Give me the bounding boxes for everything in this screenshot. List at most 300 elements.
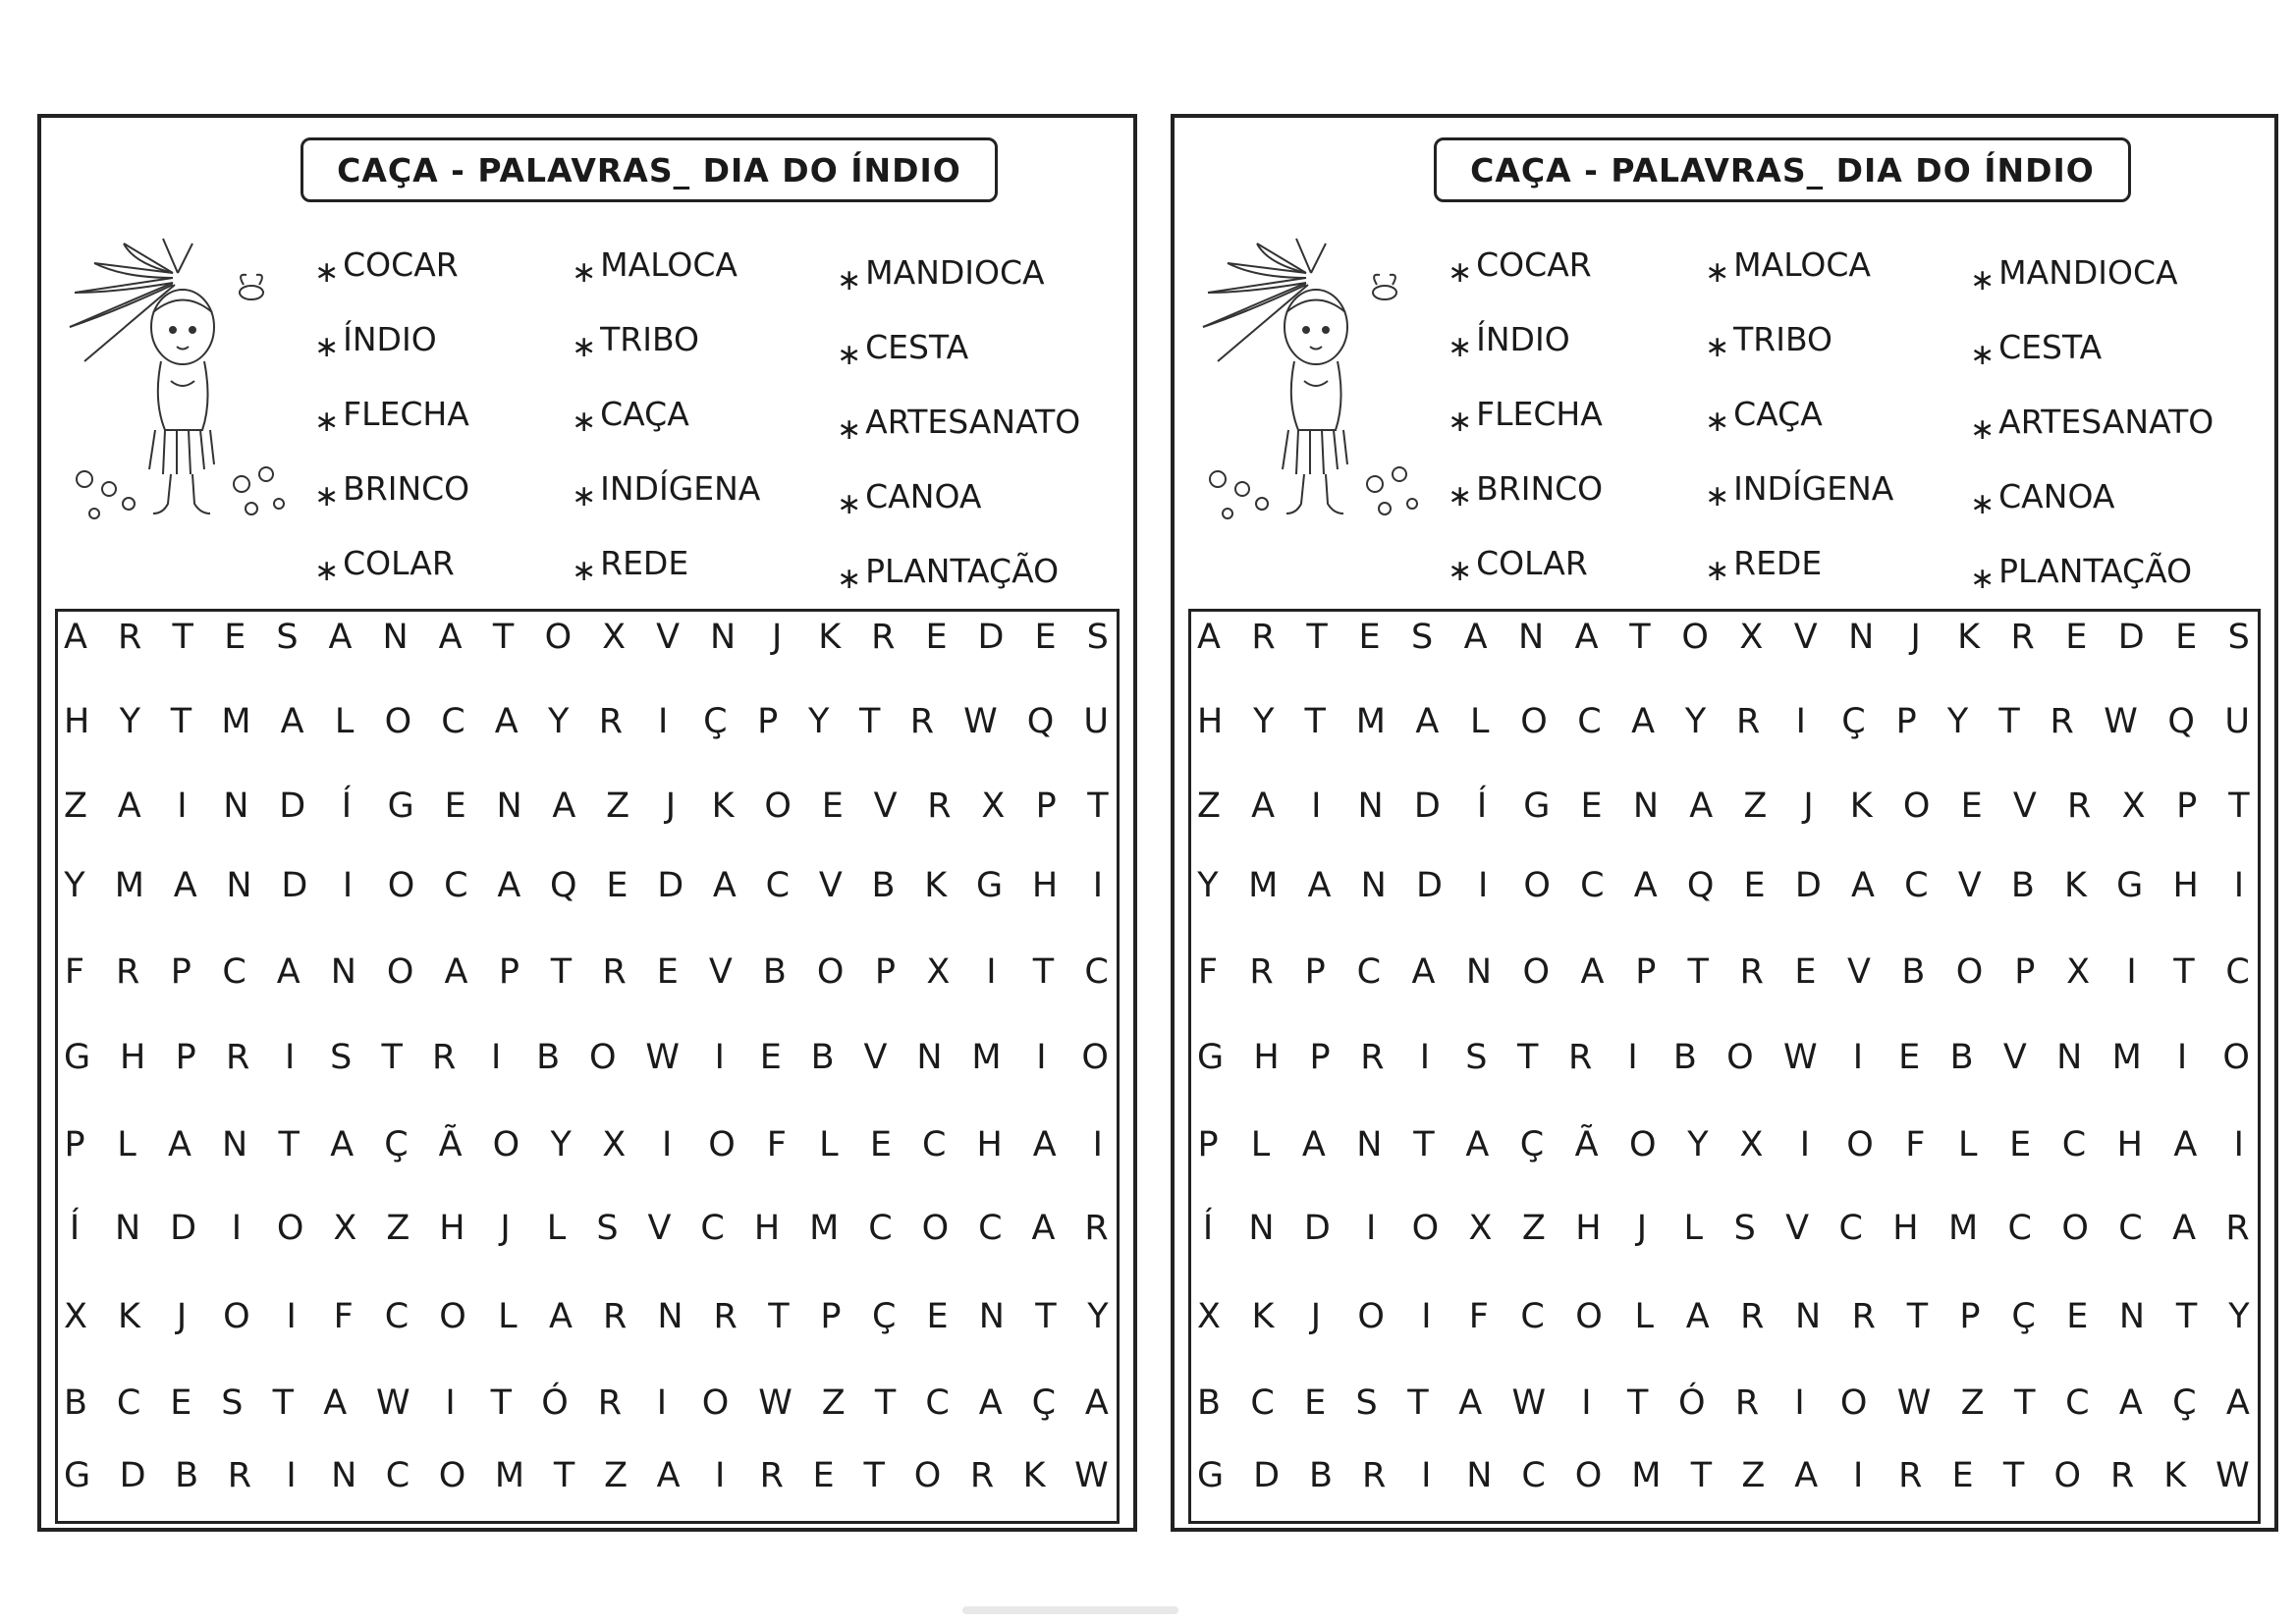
grid-letter: O (438, 1456, 466, 1495)
grid-letter: U (1083, 702, 1109, 741)
scan-mark (962, 1606, 1178, 1614)
grid-letter: P (175, 1038, 196, 1077)
grid-letter: I (177, 786, 188, 826)
grid-letter: E (170, 1383, 192, 1423)
grid-letter: N (496, 786, 522, 826)
grid-letter: V (647, 1209, 672, 1248)
grid-letter: H (64, 702, 90, 741)
grid-letter: O (816, 952, 845, 992)
grid-letter: F (64, 952, 85, 992)
grid-letter: X (1739, 618, 1764, 657)
grid-letter: Ç (2172, 1383, 2197, 1423)
grid-letter: T (2002, 1456, 2025, 1495)
grid-letter: R (2225, 1209, 2250, 1248)
grid-letter: I (1627, 1038, 1638, 1077)
grid-letter: X (981, 786, 1006, 826)
grid-letter: O (2053, 1456, 2082, 1495)
word-item: ∗ CAÇA (572, 395, 689, 439)
grid-letter: B (1672, 1038, 1697, 1077)
word-item: ∗ MANDIOCA (837, 253, 1045, 298)
word-item: ∗ MALOCA (1705, 245, 1871, 290)
grid-letter: I (286, 1456, 297, 1495)
grid-letter: A (330, 1125, 355, 1164)
grid-letter: C (385, 1456, 410, 1495)
grid-letter: C (384, 1297, 410, 1336)
grid-letter: C (1577, 702, 1602, 741)
word-item: ∗ BRINCO (314, 469, 470, 514)
grid-letter: P (1635, 952, 1657, 992)
grid-letter: R (2050, 702, 2074, 741)
grid-letter: A (1574, 618, 1599, 657)
grid-row (64, 1207, 1109, 1250)
grid-letter: X (602, 618, 627, 657)
grid-letter: W (645, 1038, 680, 1077)
grid-letter: C (2225, 952, 2250, 992)
grid-letter: O (492, 1125, 520, 1164)
word-list (1448, 245, 2253, 599)
grid-letter: T (1087, 786, 1109, 826)
grid-letter: G (1197, 1038, 1225, 1077)
grid-letter: B (175, 1456, 199, 1495)
grid-letter: R (969, 1456, 995, 1495)
grid-letter: V (708, 952, 733, 992)
grid-letter: Í (341, 786, 353, 826)
grid-letter: A (1084, 1383, 1109, 1423)
grid-letter: J (1310, 1297, 1322, 1336)
grid-row (64, 864, 1109, 907)
grid-row (64, 785, 1109, 828)
grid-letter: I (2233, 1125, 2244, 1164)
grid-letter: I (1794, 1383, 1805, 1423)
grid-letter: I (1421, 1297, 1432, 1336)
grid-letter: J (1910, 618, 1921, 657)
grid-letter: N (114, 1209, 141, 1248)
grid-letter: L (819, 1125, 839, 1164)
grid-letter: U (2224, 702, 2250, 741)
grid-letter: A (2172, 1209, 2197, 1248)
grid-letter: A (276, 952, 301, 992)
grid-letter: S (596, 1209, 619, 1248)
grid-letter: R (1739, 952, 1764, 992)
grid-letter: D (1413, 786, 1441, 826)
grid-letter: R (226, 1038, 250, 1077)
grid-letter: E (444, 786, 466, 826)
grid-letter: A (1580, 952, 1605, 992)
grid-letter: R (2010, 618, 2035, 657)
grid-letter: X (333, 1209, 357, 1248)
grid-letter: E (926, 1297, 949, 1336)
grid-letter: E (2066, 1297, 2089, 1336)
grid-letter: W (1511, 1383, 1547, 1423)
grid-letter: K (1251, 1297, 1275, 1336)
grid-letter: O (1955, 952, 1984, 992)
grid-letter: M (1248, 866, 1279, 905)
grid-letter: H (976, 1125, 1003, 1164)
grid-letter: Q (550, 866, 577, 905)
grid-letter: R (2067, 786, 2092, 826)
grid-letter: J (772, 618, 783, 657)
grid-letter: Y (548, 702, 570, 741)
word-item: ∗ PLANTAÇÃO (1970, 552, 2193, 596)
grid-letter: A (1415, 702, 1440, 741)
grid-letter: D (1253, 1456, 1281, 1495)
grid-letter: V (863, 1038, 888, 1077)
grid-letter: B (871, 866, 896, 905)
grid-row (1197, 1295, 2250, 1338)
grid-row (64, 1036, 1109, 1079)
grid-letter: H (753, 1209, 781, 1248)
grid-letter: C (2007, 1209, 2032, 1248)
grid-letter: J (176, 1297, 188, 1336)
grid-letter: A (1850, 866, 1875, 905)
word-item: ∗ PLANTAÇÃO (837, 552, 1060, 596)
grid-letter: C (925, 1383, 950, 1423)
grid-letter: T (170, 702, 192, 741)
grid-letter: C (868, 1209, 893, 1248)
grid-letter: Y (807, 702, 830, 741)
grid-letter: S (1355, 1383, 1378, 1423)
grid-letter: I (1853, 1456, 1864, 1495)
grid-letter: N (657, 1297, 683, 1336)
word-item: ∗ COLAR (1448, 544, 1588, 588)
grid-letter: V (1793, 618, 1818, 657)
grid-letter: W (2104, 702, 2138, 741)
grid-letter: C (1250, 1383, 1275, 1423)
grid-letter: I (491, 1038, 502, 1077)
word-item: ∗ ÍNDIO (314, 320, 437, 364)
grid-letter: Ç (1519, 1125, 1545, 1164)
grid-letter: S (330, 1038, 353, 1077)
grid-letter: K (1849, 786, 1873, 826)
grid-letter: M (2111, 1038, 2142, 1077)
grid-letter: L (117, 1125, 137, 1164)
grid-letter: O (1726, 1038, 1754, 1077)
grid-letter: J (665, 786, 677, 826)
grid-letter: A (1465, 1125, 1490, 1164)
grid-letter: V (656, 618, 681, 657)
grid-letter: N (223, 786, 249, 826)
grid-letter: C (765, 866, 791, 905)
grid-row (64, 1454, 1109, 1497)
grid-letter: G (1197, 1456, 1225, 1495)
grid-letter: R (597, 1383, 623, 1423)
grid-row (64, 1381, 1109, 1425)
grid-letter: N (1466, 1456, 1493, 1495)
grid-letter: O (708, 1125, 736, 1164)
grid-letter: T (278, 1125, 300, 1164)
grid-row (64, 1295, 1109, 1338)
grid-letter: H (439, 1209, 465, 1248)
grid-letter: Ç (872, 1297, 897, 1336)
worksheet-title: CAÇA - PALAVRAS_ DIA DO ÍNDIO (301, 137, 998, 202)
grid-letter: A (548, 1297, 573, 1336)
grid-letter: O (1081, 1038, 1109, 1077)
grid-letter: D (1303, 1209, 1331, 1248)
grid-letter: F (1197, 952, 1219, 992)
grid-letter: N (1848, 618, 1875, 657)
grid-letter: S (276, 618, 299, 657)
grid-letter: Z (64, 786, 87, 826)
grid-letter: Y (1253, 702, 1275, 741)
grid-letter: I (714, 1038, 725, 1077)
grid-letter: D (2117, 618, 2145, 657)
grid-letter: H (119, 1038, 146, 1077)
grid-letter: W (963, 702, 998, 741)
grid-letter: R (117, 618, 142, 657)
grid-letter: T (859, 702, 881, 741)
grid-letter: E (1304, 1383, 1327, 1423)
grid-letter: B (810, 1038, 835, 1077)
grid-letter: A (712, 866, 737, 905)
grid-letter: F (1905, 1125, 1926, 1164)
grid-letter: I (1852, 1038, 1864, 1077)
grid-letter: E (759, 1038, 782, 1077)
grid-letter: A (1307, 866, 1332, 905)
grid-letter: V (2012, 786, 2037, 826)
grid-letter: I (1419, 1038, 1431, 1077)
grid-letter: Y (119, 702, 141, 741)
grid-letter: A (173, 866, 197, 905)
grid-letter: C (1356, 952, 1382, 992)
grid-letter: S (1465, 1038, 1488, 1077)
grid-letter: T (1407, 1383, 1429, 1423)
word-item: ∗ CAÇA (1705, 395, 1823, 439)
grid-letter: D (657, 866, 684, 905)
grid-letter: O (1846, 1125, 1874, 1164)
grid-letter: T (1687, 952, 1709, 992)
grid-letter: D (119, 1456, 146, 1495)
grid-letter: I (1421, 1456, 1432, 1495)
grid-letter: N (1465, 952, 1493, 992)
grid-letter: C (2061, 1125, 2087, 1164)
grid-letter: O (223, 1297, 250, 1336)
grid-letter: Ó (541, 1383, 569, 1423)
grid-letter: K (1022, 1456, 1046, 1495)
grid-letter: C (1084, 952, 1109, 992)
grid-letter: P (2014, 952, 2036, 992)
word-item: ∗ COCAR (1448, 245, 1592, 290)
grid-letter: L (498, 1297, 518, 1336)
grid-letter: I (986, 952, 997, 992)
grid-letter: C (2065, 1383, 2090, 1423)
grid-letter: H (2116, 1125, 2143, 1164)
grid-letter: A (323, 1383, 348, 1423)
grid-letter: O (1520, 702, 1548, 741)
grid-letter: C (921, 1125, 947, 1164)
grid-letter: D (281, 866, 308, 905)
grid-letter: Ó (1678, 1383, 1706, 1423)
grid-letter: C (700, 1209, 725, 1248)
grid-letter: B (1197, 1383, 1222, 1423)
grid-letter: Ç (1841, 702, 1866, 741)
grid-letter: T (2014, 1383, 2036, 1423)
grid-letter: F (1468, 1297, 1489, 1336)
grid-letter: K (2163, 1456, 2187, 1495)
grid-letter: V (818, 866, 843, 905)
grid-letter: I (1092, 1125, 1103, 1164)
grid-letter: V (2002, 1038, 2027, 1077)
grid-letter: R (602, 952, 627, 992)
grid-letter: O (2061, 1209, 2089, 1248)
grid-letter: Z (1960, 1383, 1985, 1423)
grid-letter: W (758, 1383, 793, 1423)
grid-letter: I (286, 1297, 297, 1336)
word-item: ∗ ARTESANATO (1970, 403, 2214, 447)
grid-letter: H (1031, 866, 1059, 905)
grid-letter: P (64, 1125, 85, 1164)
grid-letter: L (1957, 1125, 1978, 1164)
grid-letter: S (1086, 618, 1109, 657)
grid-letter: R (1898, 1456, 1923, 1495)
grid-letter: B (1949, 1038, 1974, 1077)
grid-letter: N (978, 1297, 1005, 1336)
grid-letter: T (863, 1456, 885, 1495)
grid-letter: N (226, 866, 252, 905)
grid-letter: X (64, 1297, 87, 1336)
grid-letter: Y (64, 866, 85, 905)
grid-letter: F (766, 1125, 787, 1164)
grid-letter: Z (604, 1456, 629, 1495)
grid-letter: O (544, 618, 573, 657)
grid-row (64, 950, 1109, 994)
grid-letter: E (1951, 1456, 1974, 1495)
grid-letter: Z (386, 1209, 410, 1248)
grid-letter: E (1794, 952, 1817, 992)
grid-row (1197, 1036, 2250, 1079)
grid-letter: M (494, 1456, 525, 1495)
grid-row (1197, 785, 2250, 828)
grid-letter: Q (1686, 866, 1715, 905)
grid-letter: I (1311, 786, 1322, 826)
grid-letter: Í (1202, 1209, 1214, 1248)
grid-letter: Z (1741, 1456, 1766, 1495)
grid-letter: Ç (1031, 1383, 1057, 1423)
grid-letter: T (1627, 1383, 1649, 1423)
grid-letter: E (2065, 618, 2088, 657)
grid-letter: O (1629, 1125, 1657, 1164)
grid-row (1197, 1454, 2250, 1497)
grid-letter: R (602, 1297, 628, 1336)
grid-letter: T (553, 1456, 575, 1495)
grid-letter: O (1574, 1456, 1603, 1495)
grid-letter: R (713, 1297, 738, 1336)
grid-letter: V (1846, 952, 1871, 992)
grid-letter: K (711, 786, 735, 826)
grid-letter: N (382, 618, 409, 657)
grid-letter: L (334, 702, 355, 741)
grid-letter: A (978, 1383, 1003, 1423)
grid-letter: T (1906, 1297, 1929, 1336)
grid-letter: T (492, 618, 515, 657)
grid-letter: P (757, 702, 779, 741)
grid-letter: J (500, 1209, 511, 1248)
grid-letter: M (221, 702, 251, 741)
grid-letter: C (441, 702, 465, 741)
grid-letter: C (1580, 866, 1605, 905)
grid-letter: T (1035, 1297, 1057, 1336)
grid-letter: T (1998, 702, 2020, 741)
grid-letter: O (1357, 1297, 1385, 1336)
grid-letter: M (1631, 1456, 1662, 1495)
grid-letter: C (116, 1383, 141, 1423)
grid-letter: K (1957, 618, 1981, 657)
grid-letter: O (386, 952, 414, 992)
grid-letter: A (280, 702, 304, 741)
grid-letter: A (1411, 952, 1436, 992)
grid-letter: N (710, 618, 737, 657)
grid-letter: R (1735, 702, 1761, 741)
grid-letter: B (64, 1383, 88, 1423)
grid-letter: P (1035, 786, 1057, 826)
grid-letter: B (762, 952, 787, 992)
grid-letter: N (2118, 1297, 2146, 1336)
grid-letter: E (1034, 618, 1057, 657)
grid-letter: P (2176, 786, 2198, 826)
grid-letter: I (231, 1209, 243, 1248)
worksheet-title: CAÇA - PALAVRAS_ DIA DO ÍNDIO (1434, 137, 2131, 202)
grid-letter: R (759, 1456, 784, 1495)
grid-letter: P (1197, 1125, 1219, 1164)
grid-letter: N (916, 1038, 943, 1077)
grid-letter: M (809, 1209, 840, 1248)
grid-letter: Y (550, 1125, 572, 1164)
grid-letter: W (2215, 1456, 2250, 1495)
grid-letter: A (1458, 1383, 1483, 1423)
grid-letter: A (1794, 1456, 1819, 1495)
grid-letter: A (328, 618, 353, 657)
grid-letter: D (170, 1209, 197, 1248)
grid-letter: T (1304, 702, 1326, 741)
grid-letter: R (1360, 1038, 1385, 1077)
grid-letter: R (1734, 1383, 1760, 1423)
grid-letter: E (1898, 1038, 1921, 1077)
grid-letter: Y (1197, 866, 1219, 905)
grid-letter: N (1632, 786, 1660, 826)
grid-letter: I (2233, 866, 2245, 905)
grid-letter: I (1795, 702, 1806, 741)
grid-letter: T (272, 1383, 294, 1423)
grid-letter: Y (1087, 1297, 1109, 1336)
grid-letter: R (1851, 1297, 1876, 1336)
grid-letter: T (2228, 786, 2250, 826)
word-item: ∗ CESTA (837, 328, 969, 372)
grid-letter: O (2222, 1038, 2250, 1077)
grid-letter: P (1959, 1297, 1981, 1336)
grid-letter: G (64, 1456, 91, 1495)
grid-row (1197, 864, 2250, 907)
grid-letter: P (1309, 1038, 1331, 1077)
grid-letter: Ç (384, 1125, 409, 1164)
grid-letter: A (2225, 1383, 2250, 1423)
word-item: ∗ TRIBO (572, 320, 699, 364)
grid-letter: Q (2167, 702, 2195, 741)
grid-letter: O (588, 1038, 617, 1077)
grid-letter: A (444, 952, 468, 992)
word-item: ∗ ÍNDIO (1448, 320, 1570, 364)
grid-letter: J (1636, 1209, 1648, 1248)
grid-letter: N (1357, 786, 1384, 826)
grid-letter: A (1633, 866, 1658, 905)
worksheet-right (1171, 114, 2278, 1532)
word-item: ∗ MANDIOCA (1970, 253, 2178, 298)
grid-letter: Y (2228, 1297, 2250, 1336)
grid-letter: Ç (2011, 1297, 2036, 1336)
grid-letter: E (1743, 866, 1766, 905)
grid-letter: B (1308, 1456, 1333, 1495)
grid-letter: K (2064, 866, 2087, 905)
grid-letter: S (221, 1383, 244, 1423)
grid-letter: Y (1946, 702, 1969, 741)
